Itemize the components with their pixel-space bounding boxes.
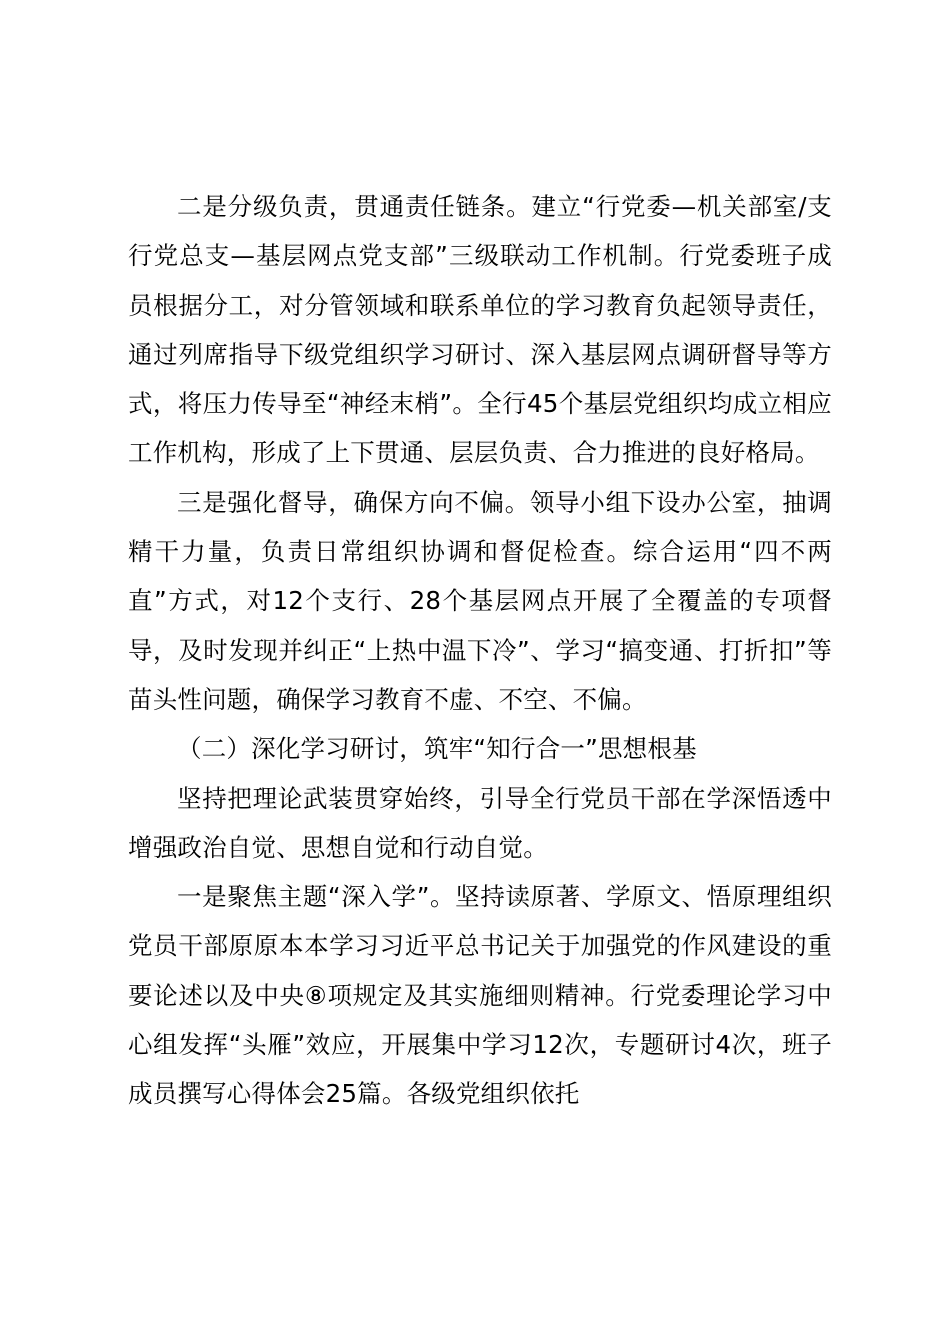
paragraph-supervision: 三是强化督导，确保方向不偏。领导小组下设办公室，抽调精干力量，负责日常组织协调和督促检查。综合运用“四不两直”方式，对12个支行、28个基层网点开展了全覆盖的专项督导，及时发现并纠正“上热中温下冷”、学习“搞变通、打折扣”等苗头性问题，确保学习教育不虚、不空、不偏。	[128, 487, 832, 714]
paragraph-theory-armament: 坚持把理论武装贯穿始终，引导全行党员干部在学深悟透中增强政治自觉、思想自觉和行动自觉。	[128, 783, 832, 862]
paragraph-tiered-responsibility: 二是分级负责，贯通责任链条。建立“行党委—机关部室/支行党总支—基层网点党支部”三级联动工作机制。行党委班子成员根据分工，对分管领域和联系单位的学习教育负起领导责任，通过列席指导下级党组织学习研讨、深入基层网点调研督导等方式，将压力传导至“神经末梢”。全行45个基层党组织均成立相应工作机构，形成了上下贯通、层层负责、合力推进的良好格局。	[128, 192, 832, 468]
document-body	[128, 182, 832, 1119]
paragraph-focused-study: 一是聚焦主题“深入学”。坚持读原著、学原文、悟原理组织党员干部原原本本学习习近平总书记关于加强党的作风建设的重要论述以及中央⑧项规定及其实施细则精神。行党委理论学习中心组发挥“头雁”效应，开展集中学习12次，专题研讨4次，班子成员撰写心得体会25篇。各级党组织依托	[128, 882, 832, 1109]
section-heading-study: （二）深化学习研讨，筑牢“知行合一”思想根基	[177, 734, 697, 764]
